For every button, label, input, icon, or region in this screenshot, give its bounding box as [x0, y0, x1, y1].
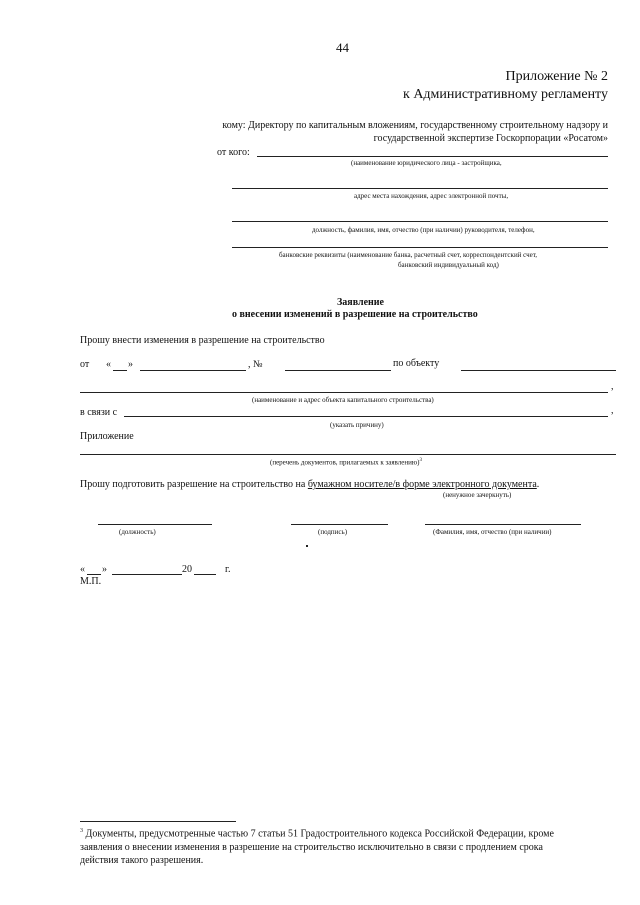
reason-label: в связи с	[80, 407, 118, 418]
object-comma: ,	[611, 381, 614, 392]
year-input-line[interactable]	[194, 574, 216, 575]
bank-input-line[interactable]	[232, 247, 608, 248]
from-label: от кого:	[217, 147, 250, 158]
from-caption-4b: банковский индивидуальный код)	[398, 261, 499, 269]
prepare-option[interactable]: бумажном носителе/в форме электронного документа	[307, 479, 537, 490]
position-caption: (должность)	[119, 528, 156, 536]
reason-input-line[interactable]	[124, 416, 608, 417]
object-label: по объекту	[393, 358, 440, 369]
number-label: , №	[248, 359, 263, 370]
signature-caption: (подпись)	[318, 528, 348, 536]
date-month-line[interactable]	[112, 574, 182, 575]
date-close: »	[102, 564, 107, 575]
attachment-caption	[270, 458, 422, 466]
date-day-line[interactable]	[87, 574, 101, 575]
from-caption-3: должность, фамилия, имя, отчество (при наличии) руководителя, телефон,	[312, 226, 535, 234]
footnote-line-2: заявления о внесении изменения в разрешение на строительство исключительно в связи с продлением срока	[80, 842, 543, 853]
permit-number-input-line[interactable]	[285, 370, 391, 371]
footnote-line-1	[80, 828, 554, 839]
from-input-line[interactable]	[257, 156, 608, 157]
date-open: «	[80, 564, 85, 575]
prepare-period: .	[536, 479, 540, 490]
reason-caption: (указать причину)	[330, 421, 384, 429]
position-sign-line[interactable]	[98, 524, 212, 525]
addressee-line-2: государственной экспертизе Госкорпорации «Росатом»	[373, 133, 608, 144]
year-suffix: г.	[225, 564, 231, 575]
name-caption: (Фамилия, имя, отчество (при наличии)	[433, 528, 552, 536]
reason-comma: ,	[611, 405, 614, 416]
addressee-line-1: кому: Директору по капитальным вложениям, государственному строительному надзору и	[222, 120, 608, 131]
year-prefix: 20	[182, 564, 192, 575]
footnote-text-1: Документы, предусмотренные частью 7 статьи 51 Градостроительного кодекса Российской Федерации, кроме	[85, 828, 554, 840]
strike-note: (ненужное зачеркнуть)	[443, 491, 512, 499]
dot-mark	[306, 545, 308, 547]
request-text: Прошу внести изменения в разрешение на строительство	[80, 335, 325, 346]
object-caption: (наименование и адрес объекта капитального строительства)	[252, 396, 434, 404]
footnote-line-3: действия такого разрешения.	[80, 855, 204, 866]
director-input-line[interactable]	[232, 221, 608, 222]
attachment-caption-text: (перечень документов, прилагаемых к заявлению)	[270, 458, 420, 467]
from-caption-1: (наименование юридического лица - застройщика,	[351, 159, 502, 167]
date-open-quote: «	[106, 359, 111, 370]
from-date-label: от	[80, 359, 90, 370]
document-title: Заявление	[337, 297, 384, 308]
date-close-quote: »	[128, 359, 133, 370]
address-input-line[interactable]	[232, 188, 608, 189]
prepare-text-main: Прошу подготовить разрешение на строительство на	[80, 479, 306, 490]
from-caption-4a: банковские реквизиты (наименование банка, расчетный счет, корреспондентский счет,	[279, 251, 538, 259]
day-input-line[interactable]	[113, 370, 127, 371]
name-sign-line[interactable]	[425, 524, 581, 525]
object-input-line[interactable]	[461, 370, 616, 371]
attachment-input-line[interactable]	[80, 454, 616, 455]
stamp-label: М.П.	[80, 576, 102, 587]
from-caption-2: адрес места нахождения, адрес электронной почты,	[354, 192, 509, 200]
footnote-mark: 3	[80, 828, 83, 834]
appendix-subtitle: к Административному регламенту	[403, 87, 608, 102]
footnote-separator	[80, 821, 236, 822]
permit-date-input-line[interactable]	[140, 370, 246, 371]
document-subtitle: о внесении изменений в разрешение на строительство	[232, 309, 478, 320]
appendix-title: Приложение № 2	[505, 69, 608, 84]
object-input-line-2[interactable]	[80, 392, 608, 393]
attachment-label: Приложение	[80, 431, 134, 442]
signature-line[interactable]	[291, 524, 388, 525]
page-number: 44	[336, 40, 349, 55]
footnote-ref: 3	[419, 458, 422, 463]
prepare-text	[80, 479, 539, 490]
